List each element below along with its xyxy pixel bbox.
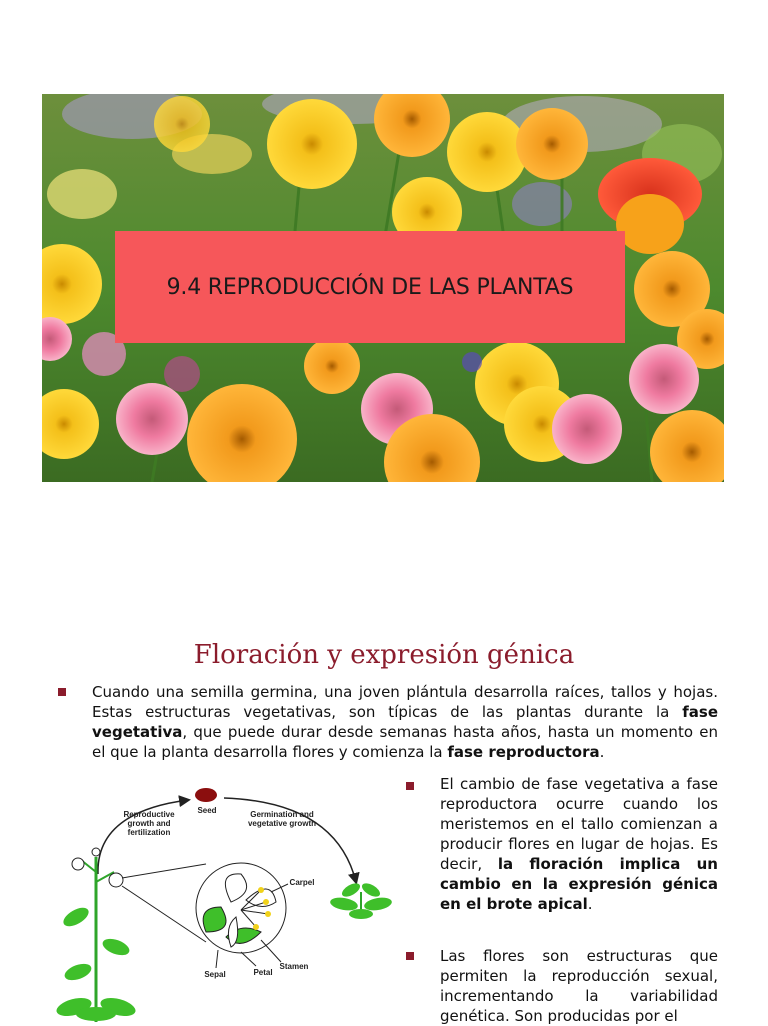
bullet-marker — [406, 782, 414, 790]
seedling-icon — [329, 881, 393, 919]
bullet-text-2: El cambio de fase vegetativa a fase reproductora ocurre cuando los meristemos en el tallo comienzan a producir flores en lugar de hojas. Es decir, la floración implica un cambio en la expresión génica en el brote apical. — [440, 775, 718, 913]
sepal-label: Sepal — [204, 970, 226, 979]
plant-life-cycle-diagram — [56, 782, 401, 1024]
bullet-text-1: Cuando una semilla germina, una joven plántula desarrolla raíces, tallos y hojas. Estas estructuras vegetativas, son típicas de las plantas durante la fase vegetativa, que puede durar desde semanas hasta años, hasta un momento en el que la planta desarrolla flores y comienza la fase reproductora. — [92, 683, 718, 761]
slide-title-box — [115, 231, 625, 343]
seed-icon — [195, 788, 217, 802]
section-heading: Floración y expresión génica — [193, 640, 575, 670]
carpel-label: Carpel — [289, 878, 315, 887]
stamen-label: Stamen — [279, 962, 309, 971]
flowering-plant-icon — [56, 848, 137, 1022]
bullet-text-3: Las flores son estructuras que permiten la reproducción sexual, incrementando la variabilidad genética. Son producidas por el — [440, 947, 718, 1025]
title-slide-image — [42, 94, 724, 482]
bullet-marker — [58, 688, 66, 696]
slide-title: 9.4 REPRODUCCIÓN DE LAS PLANTAS — [166, 274, 574, 300]
petal-label: Petal — [253, 968, 273, 977]
flower-detail-icon — [196, 863, 288, 968]
bullet-marker — [406, 952, 414, 960]
reproductive-label: Reproductive growth and fertilization — [123, 810, 175, 837]
germination-label: Germination and vegetative growth — [247, 810, 316, 828]
seed-label: Seed — [197, 806, 217, 815]
